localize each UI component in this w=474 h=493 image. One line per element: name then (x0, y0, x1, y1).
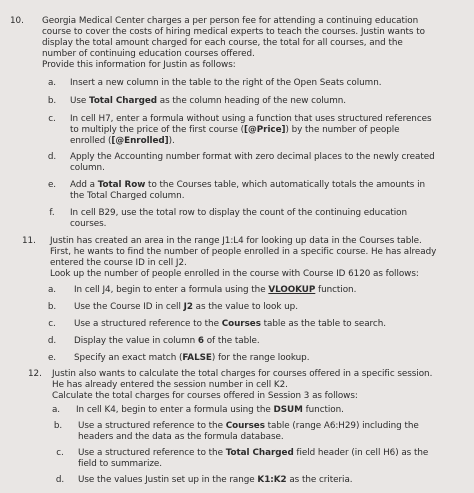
step-letter: f. (49, 208, 55, 218)
question-number: 12. (28, 369, 42, 379)
bold-term: Courses (221, 319, 261, 329)
step-text: Add a Total Row to the Courses table, which automatically totals the amounts in the Total Charged column. (70, 180, 425, 201)
step-text: Use a structured reference to the Courses table (range A6:H29) including the headers and the data as the formula database. (78, 421, 419, 442)
bold-term: K1:K2 (257, 475, 287, 485)
step-text: Use a structured reference to the Courses table as the table to search. (74, 319, 386, 329)
bold-term: [@Enrolled] (111, 136, 169, 146)
bold-term: 6 (197, 336, 204, 346)
bold-term: Total Charged (225, 448, 294, 458)
intro-line: First, he wants to find the number of people enrolled in a specific course. He has already (50, 247, 437, 257)
step-text: Use a structured reference to the Total Charged field header (in cell H6) as the field to summarize. (78, 448, 429, 469)
step-text: Use the values Justin set up in the range K1:K2 as the criteria. (78, 475, 353, 485)
step-text: In cell H7, enter a formula without using a function that uses structured references to multiply the price of the first course ([@Price]) by the number of people enrolled ([@Enrolled]). (70, 114, 432, 146)
step-letter: a. (47, 285, 57, 295)
question-number: 11. (22, 236, 36, 246)
intro-line: course to cover the costs of hiring medical experts to teach the courses. Justin wants to (42, 27, 425, 37)
step-letter: e. (47, 353, 57, 363)
question-number: 10. (10, 16, 24, 26)
intro-line: Georgia Medical Center charges a per person fee for attending a continuing education (42, 16, 419, 26)
step-letter: b. (47, 96, 57, 106)
intro-line: Calculate the total charges for courses offered in Session 3 as follows: (52, 391, 358, 401)
bold-term: J2 (183, 302, 193, 312)
step-text: Use Total Charged as the column heading of the new column. (70, 96, 346, 106)
intro-line: Provide this information for Justin as follows: (42, 60, 236, 70)
step-letter: b. (47, 302, 57, 312)
bold-term: VLOOKUP (268, 285, 316, 295)
step-text: In cell J4, begin to enter a formula using the VLOOKUP function. (74, 285, 357, 295)
step-text: In cell K4, begin to enter a formula using the DSUM function. (76, 405, 344, 415)
intro-line: entered the course ID in cell J2. (50, 258, 187, 268)
step-letter: a. (51, 405, 61, 415)
bold-term: Total Charged (89, 96, 158, 106)
step-letter: a. (47, 78, 57, 88)
question-intro (42, 16, 464, 71)
bold-term: [@Price] (244, 125, 286, 135)
bold-term: Total Row (97, 180, 146, 190)
bold-term: FALSE (182, 353, 212, 363)
step-text: Display the value in column 6 of the table. (74, 336, 260, 346)
question-intro (52, 369, 468, 402)
bold-term: Courses (225, 421, 265, 431)
step-letter: d. (47, 336, 57, 346)
step-letter: b. (53, 421, 63, 431)
step-letter: e. (47, 180, 57, 190)
intro-line: Justin also wants to calculate the total charges for courses offered in a specific session. (52, 369, 433, 379)
step-text: Apply the Accounting number format with zero decimal places to the newly created column. (70, 152, 435, 173)
step-text: Use the Course ID in cell J2 as the value to look up. (74, 302, 298, 312)
step-letter: c. (48, 114, 56, 124)
question-intro (50, 236, 466, 280)
intro-line: number of continuing education courses offered. (42, 49, 255, 59)
step-letter: c. (56, 448, 64, 458)
bold-term: DSUM (273, 405, 303, 415)
step-text: In cell B29, use the total row to display the count of the continuing education courses. (70, 208, 407, 229)
intro-line: display the total amount charged for each course, the total for all courses, and the (42, 38, 403, 48)
intro-line: Look up the number of people enrolled in the course with Course ID 6120 as follows: (50, 269, 419, 279)
step-letter: c. (48, 319, 56, 329)
step-text: Insert a new column in the table to the right of the Open Seats column. (70, 78, 382, 88)
intro-line: He has already entered the session number in cell K2. (52, 380, 288, 390)
intro-line: Justin has created an area in the range J1:L4 for looking up data in the Courses table. (50, 236, 422, 246)
step-text: Specify an exact match (FALSE) for the range lookup. (74, 353, 310, 363)
step-letter: d. (55, 475, 65, 485)
step-letter: d. (47, 152, 57, 162)
